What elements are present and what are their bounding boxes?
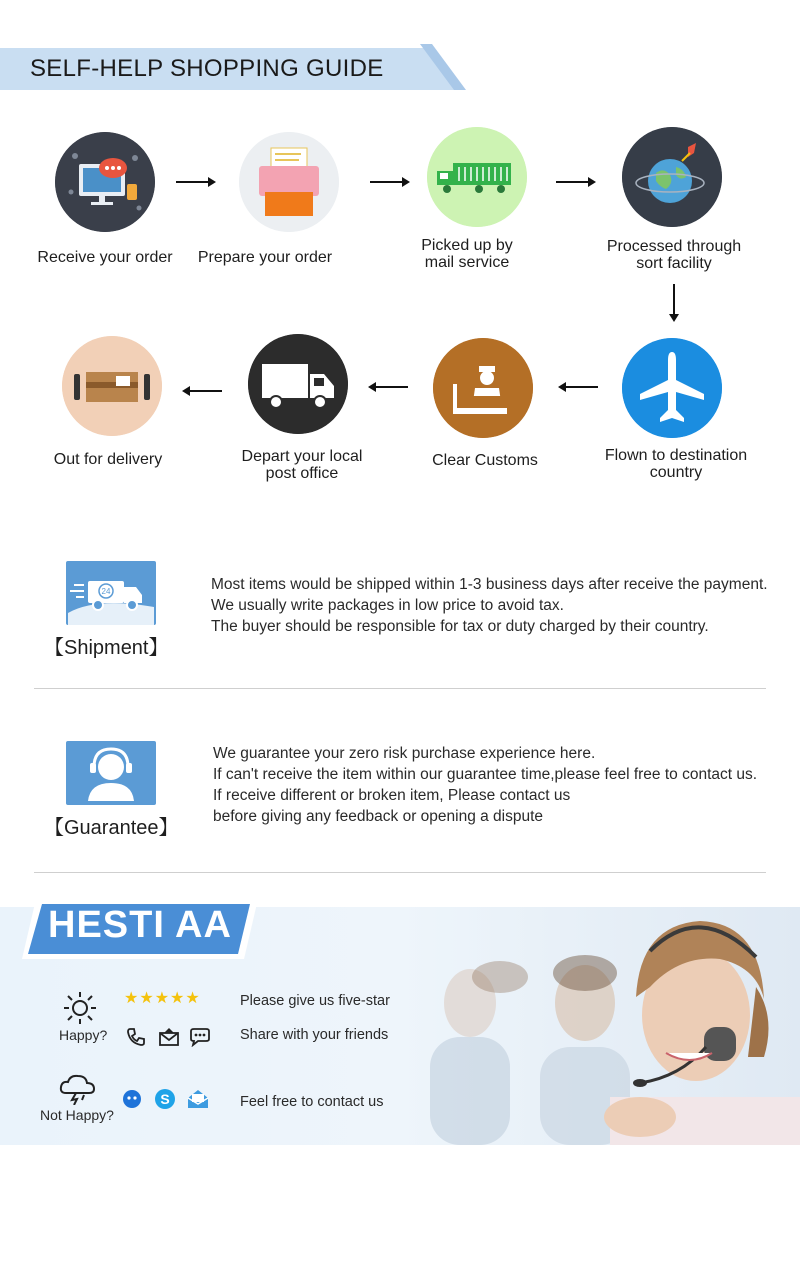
printer-icon — [239, 132, 339, 232]
step-out-label: Out for delivery — [53, 451, 163, 468]
shipment-24-badge: 24 — [101, 587, 111, 596]
five-star-text: Please give us five-star — [240, 993, 390, 1009]
guarantee-caption: 【Guarantee】 — [44, 817, 179, 839]
mail-icon[interactable] — [158, 1027, 180, 1047]
messenger-icon[interactable] — [122, 1089, 142, 1109]
step-receive-label: Receive your order — [37, 249, 173, 266]
arrow-down-icon — [668, 284, 680, 322]
sun-icon — [62, 991, 98, 1025]
guarantee-text: We guarantee your zero risk purchase experience here. If can't receive the item within our guarantee time,please feel free to contact us. If receive different or broken item, Please contact us before giving any feedback or opening a dispute — [213, 745, 758, 825]
brand-name: HESTI AA — [48, 904, 232, 946]
contact-text: Feel free to contact us — [240, 1094, 384, 1110]
step-depart-label: Depart your local post office — [241, 448, 363, 482]
phone-icon[interactable] — [126, 1027, 146, 1047]
package-icon — [62, 336, 162, 436]
arrow-right-icon — [556, 176, 596, 188]
page-title: SELF-HELP SHOPPING GUIDE — [30, 55, 384, 82]
airplane-icon — [622, 338, 722, 438]
arrow-right-icon — [176, 176, 216, 188]
arrow-left-icon — [368, 381, 408, 393]
arrow-right-icon — [370, 176, 410, 188]
step-pickup-label: Picked up by mail service — [421, 237, 513, 271]
divider — [34, 872, 766, 873]
not-happy-label: Not Happy? — [40, 1107, 114, 1123]
share-text: Share with your friends — [240, 1027, 389, 1043]
step-customs-label: Clear Customs — [432, 452, 538, 469]
svg-text:S: S — [160, 1091, 170, 1107]
arrow-left-icon — [182, 385, 222, 397]
arrow-left-icon — [558, 381, 598, 393]
guide-banner — [0, 44, 470, 94]
step-prepare-label: Prepare your order — [197, 249, 333, 266]
shipment-caption: 【Shipment】 — [44, 637, 169, 659]
delivery-truck-icon — [248, 334, 348, 434]
happy-label: Happy? — [59, 1027, 108, 1043]
five-star-rating: ★★★★★ — [124, 990, 201, 1007]
computer-order-icon — [55, 132, 155, 232]
divider — [34, 688, 766, 689]
support-agent-icon — [66, 741, 156, 805]
storm-cloud-icon — [58, 1073, 98, 1105]
globe-rocket-icon — [622, 127, 722, 227]
step-sort-label: Processed through sort facility — [606, 238, 742, 272]
shipment-text: Most items would be shipped within 1-3 business days after receive the payment. We usually write packages in low price to avoid tax. The buyer should be responsible for tax or duty charged by their country. — [211, 576, 768, 635]
step-flown-label: Flown to destination country — [604, 447, 748, 481]
email-icon[interactable] — [186, 1088, 210, 1110]
truck-icon — [427, 127, 527, 227]
shipment-truck-icon — [66, 561, 156, 625]
customs-officer-icon — [433, 338, 533, 438]
chat-icon[interactable] — [188, 1027, 212, 1047]
skype-icon[interactable] — [154, 1088, 176, 1110]
